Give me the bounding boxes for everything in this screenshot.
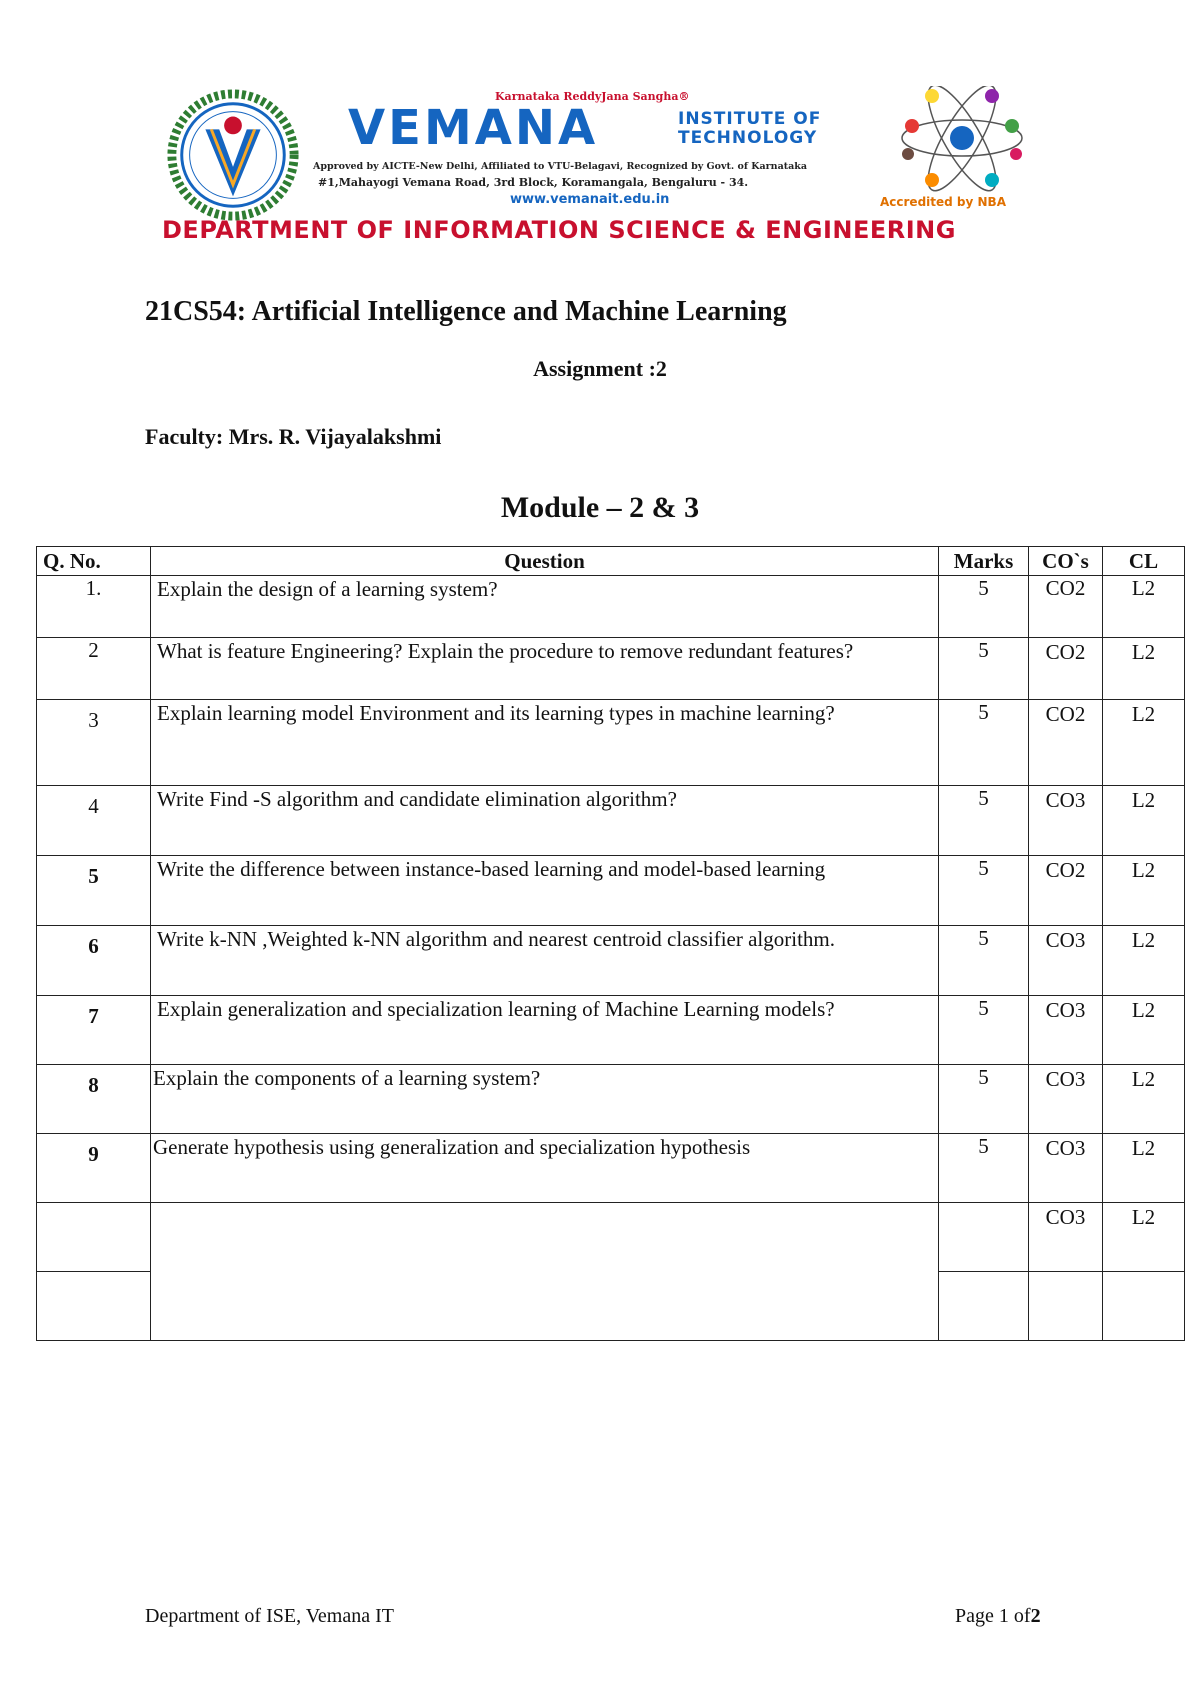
question-cl: L2 [1103, 638, 1185, 700]
question-text: Generate hypothesis using generalization and specialization hypothesis [151, 1134, 939, 1203]
question-cl: L2 [1103, 1134, 1185, 1203]
sangha-name: Karnataka ReddyJana Sangha® [495, 90, 690, 103]
table-row [37, 1134, 1185, 1203]
question-number: 8 [37, 1065, 151, 1134]
assignment-number: Assignment :2 [533, 356, 667, 381]
header-qno: Q. No. [37, 547, 151, 576]
header-marks: Marks [939, 547, 1029, 576]
table-row [37, 856, 1185, 926]
question-text: What is feature Engineering? Explain the procedure to remove redundant features? [151, 638, 939, 700]
brand-subtitle-line-2: TECHNOLOGY [678, 128, 818, 148]
question-marks: 5 [939, 576, 1029, 638]
question-co: CO3 [1029, 786, 1103, 856]
department-banner: DEPARTMENT OF INFORMATION SCIENCE & ENGINEERING [162, 216, 956, 244]
table-row [37, 926, 1185, 996]
table-header-row [37, 547, 1185, 576]
question-text: Explain the design of a learning system? [151, 576, 939, 638]
page-total: 2 [1030, 1605, 1041, 1627]
empty-cell [939, 1272, 1029, 1341]
question-text: Explain the components of a learning system? [151, 1065, 939, 1134]
question-text [151, 1203, 939, 1341]
question-number: 3 [37, 700, 151, 786]
question-marks: 5 [939, 638, 1029, 700]
question-text: Write k-NN ,Weighted k-NN algorithm and nearest centroid classifier algorithm. [151, 926, 939, 996]
page-current: 1 [998, 1605, 1009, 1627]
course-title: 21CS54: Artificial Intelligence and Machine Learning [145, 296, 787, 327]
page-label: Page [955, 1605, 994, 1627]
page-of: of [1013, 1605, 1031, 1627]
question-marks: 5 [939, 1134, 1029, 1203]
address-line: #1,Mahayogi Vemana Road, 3rd Block, Koramangala, Bengaluru - 34. [318, 176, 749, 189]
question-number: 7 [37, 996, 151, 1065]
brand-subtitle [678, 110, 821, 148]
brand-name: VEMANA [348, 100, 599, 156]
institute-seal-logo [164, 86, 302, 224]
footer-page-number [955, 1605, 1041, 1628]
question-number: 4 [37, 786, 151, 856]
question-cl: L2 [1103, 1065, 1185, 1134]
question-marks: 5 [939, 996, 1029, 1065]
accreditation-label: Accredited by NBA [880, 195, 1006, 209]
empty-cell [1103, 1272, 1185, 1341]
question-marks: 5 [939, 926, 1029, 996]
question-marks: 5 [939, 786, 1029, 856]
question-marks [939, 1203, 1029, 1272]
question-co: CO2 [1029, 856, 1103, 926]
module-heading: Module – 2 & 3 [500, 491, 700, 524]
empty-cell [37, 1272, 151, 1341]
question-cl: L2 [1103, 926, 1185, 996]
table-row [37, 786, 1185, 856]
question-text: Write Find -S algorithm and candidate elimination algorithm? [151, 786, 939, 856]
header-cl: CL [1103, 547, 1185, 576]
question-text: Explain generalization and specialization learning of Machine Learning models? [151, 996, 939, 1065]
question-number [37, 1203, 151, 1272]
question-number: 2 [37, 638, 151, 700]
question-co: CO3 [1029, 996, 1103, 1065]
website-link[interactable]: www.vemanait.edu.in [510, 192, 670, 207]
question-cl: L2 [1103, 576, 1185, 638]
question-cl: L2 [1103, 700, 1185, 786]
question-co: CO3 [1029, 1065, 1103, 1134]
question-table [36, 546, 1185, 1341]
question-cl: L2 [1103, 856, 1185, 926]
question-marks: 5 [939, 856, 1029, 926]
question-cl: L2 [1103, 786, 1185, 856]
question-cl: L2 [1103, 996, 1185, 1065]
question-co: CO2 [1029, 638, 1103, 700]
header-cos: CO`s [1029, 547, 1103, 576]
question-number: 6 [37, 926, 151, 996]
question-marks: 5 [939, 700, 1029, 786]
approval-line: Approved by AICTE-New Delhi, Affiliated to VTU-Belagavi, Recognized by Govt. of Karnataka [313, 161, 808, 172]
question-cl: L2 [1103, 1203, 1185, 1272]
table-row [37, 996, 1185, 1065]
question-text: Write the difference between instance-based learning and model-based learning [151, 856, 939, 926]
question-text: Explain learning model Environment and its learning types in machine learning? [151, 700, 939, 786]
question-co: CO3 [1029, 1134, 1103, 1203]
letterhead [150, 78, 1050, 248]
footer-department: Department of ISE, Vemana IT [145, 1605, 394, 1627]
question-marks: 5 [939, 1065, 1029, 1134]
header-question: Question [151, 547, 939, 576]
question-number: 1. [37, 576, 151, 638]
empty-cell [1029, 1272, 1103, 1341]
table-row [37, 700, 1185, 786]
question-co: CO3 [1029, 926, 1103, 996]
seal-letter: V [227, 144, 239, 161]
question-co: CO3 [1029, 1203, 1103, 1272]
brand-subtitle-line-1: INSTITUTE OF [678, 109, 822, 129]
question-number: 9 [37, 1134, 151, 1203]
question-co: CO2 [1029, 700, 1103, 786]
atom-network-logo [892, 86, 1032, 196]
question-number: 5 [37, 856, 151, 926]
table-row [37, 1203, 1185, 1272]
question-co: CO2 [1029, 576, 1103, 638]
table-row [37, 576, 1185, 638]
table-row [37, 638, 1185, 700]
table-row [37, 1065, 1185, 1134]
faculty-name: Faculty: Mrs. R. Vijayalakshmi [145, 424, 442, 449]
